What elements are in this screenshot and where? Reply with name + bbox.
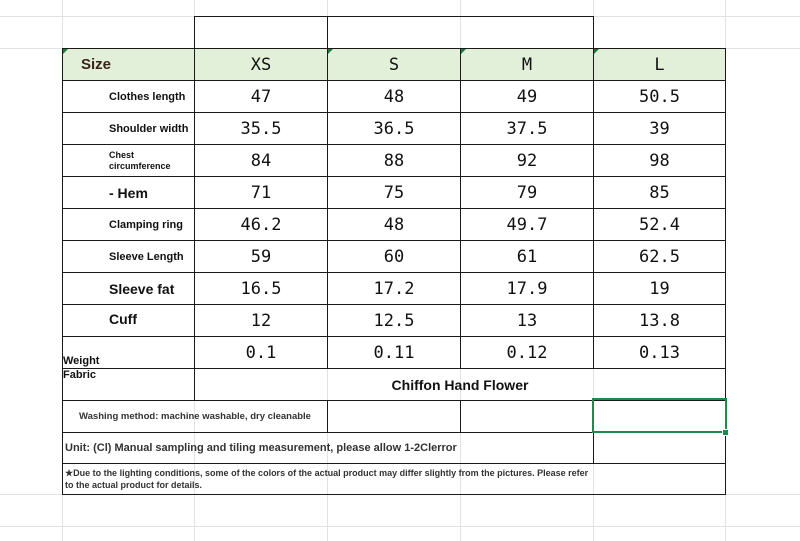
row-label-clamping-ring[interactable]: [62, 208, 195, 241]
row-label-cuff[interactable]: [62, 304, 195, 337]
unit-note-text: Unit: (Cl) Manual sampling and tiling measurement, please allow 1-2Clerror: [65, 442, 457, 454]
fill-handle[interactable]: [722, 429, 729, 436]
value: 0.1: [245, 342, 277, 363]
row-label: Shoulder width: [109, 122, 189, 135]
value: 48: [383, 214, 405, 235]
value-cell[interactable]: [327, 112, 461, 145]
value: 98: [649, 150, 670, 171]
fabric-label-cell[interactable]: [62, 368, 195, 401]
value-cell[interactable]: [194, 144, 328, 177]
value-cell[interactable]: [194, 112, 328, 145]
value: 61: [516, 246, 538, 267]
value: 71: [250, 182, 272, 203]
value-cell[interactable]: [194, 272, 328, 305]
value: 59: [250, 246, 272, 267]
value: 12.5: [373, 310, 415, 331]
fabric-value: Chiffon Hand Flower: [391, 376, 529, 393]
fabric-value-cell[interactable]: [194, 368, 726, 401]
value-cell[interactable]: [327, 304, 461, 337]
value-cell[interactable]: [194, 240, 328, 273]
size-header-cell[interactable]: [62, 48, 195, 81]
blank-cell[interactable]: [460, 400, 594, 433]
value: 13.8: [639, 310, 680, 331]
cell-comment-marker: [328, 49, 333, 54]
value: 49.7: [506, 214, 548, 235]
value: 17.2: [373, 278, 415, 299]
value: 16.5: [240, 278, 282, 299]
value-cell[interactable]: [194, 80, 328, 113]
size-m-label: M: [521, 54, 533, 75]
value: 17.9: [506, 278, 548, 299]
value-cell[interactable]: [593, 112, 726, 145]
value: 49: [516, 86, 538, 107]
value-cell[interactable]: [460, 112, 594, 145]
value: 60: [383, 246, 405, 267]
value-cell[interactable]: [460, 336, 594, 369]
value: 0.12: [506, 342, 548, 363]
size-m-header[interactable]: [460, 48, 594, 81]
value: 85: [649, 182, 670, 203]
value-cell[interactable]: [327, 240, 461, 273]
value: 79: [516, 182, 538, 203]
cell-comment-marker: [63, 49, 68, 54]
row-label-weight[interactable]: [62, 336, 195, 369]
value-cell[interactable]: [327, 144, 461, 177]
size-s-header[interactable]: [327, 48, 461, 81]
row-label-shoulder-width[interactable]: [62, 112, 195, 145]
value-cell[interactable]: [327, 272, 461, 305]
size-l-label: L: [654, 54, 665, 75]
row-label-sleeve-fat[interactable]: [62, 272, 195, 305]
value-cell[interactable]: [593, 304, 726, 337]
row-label: Weight: [63, 355, 100, 367]
row-label-hem[interactable]: [62, 176, 195, 209]
washing-cell[interactable]: [62, 400, 328, 433]
value-cell[interactable]: [460, 304, 594, 337]
row-label: Sleeve fat: [109, 280, 175, 297]
disclaimer-cell[interactable]: [62, 463, 726, 495]
value-cell[interactable]: [194, 304, 328, 337]
row-label: Clamping ring: [109, 218, 183, 231]
value-cell[interactable]: [194, 176, 328, 209]
value-cell[interactable]: [593, 208, 726, 241]
fabric-label: Fabric: [63, 369, 97, 381]
value: 47: [250, 86, 272, 107]
value: 48: [383, 86, 405, 107]
blank-cell[interactable]: [327, 400, 461, 433]
row-label-sleeve-length[interactable]: [62, 240, 195, 273]
value-cell[interactable]: [460, 144, 594, 177]
value-cell[interactable]: [327, 80, 461, 113]
value-cell[interactable]: [460, 80, 594, 113]
value: 62.5: [639, 246, 680, 267]
value: 92: [516, 150, 538, 171]
active-cell-selection[interactable]: [592, 398, 727, 433]
value: 88: [383, 150, 405, 171]
value-cell[interactable]: [194, 208, 328, 241]
value-cell[interactable]: [460, 240, 594, 273]
value-cell[interactable]: [327, 336, 461, 369]
value: 39: [649, 118, 670, 139]
cell-comment-marker: [594, 49, 599, 54]
value-cell[interactable]: [593, 336, 726, 369]
value: 35.5: [240, 118, 282, 139]
cell-comment-marker: [461, 49, 466, 54]
value-cell[interactable]: [327, 208, 461, 241]
row-label-clothes-length[interactable]: [62, 80, 195, 113]
value: 84: [250, 150, 272, 171]
top-blank-cell[interactable]: [194, 16, 328, 49]
size-l-header[interactable]: [593, 48, 726, 81]
size-header-label: Size: [81, 56, 112, 73]
size-s-label: S: [388, 54, 400, 75]
value: 19: [649, 278, 670, 299]
row-label: Sleeve Length: [109, 250, 184, 263]
value: 52.4: [639, 214, 680, 235]
value-cell[interactable]: [460, 176, 594, 209]
value: 46.2: [240, 214, 282, 235]
value-cell[interactable]: [593, 144, 726, 177]
row-label: Chest circumference: [109, 149, 171, 171]
value-cell[interactable]: [593, 176, 726, 209]
blank-cell[interactable]: [593, 432, 726, 464]
row-label: Clothes length: [109, 90, 186, 103]
value-cell[interactable]: [194, 336, 328, 369]
size-xs-label: XS: [250, 54, 272, 75]
value: 0.13: [639, 342, 680, 363]
size-xs-header[interactable]: [194, 48, 328, 81]
value-cell[interactable]: [593, 80, 726, 113]
value-cell[interactable]: [460, 272, 594, 305]
row-label-chest-circumference[interactable]: [62, 144, 195, 177]
disclaimer-text-line1: ★Due to the lighting conditions, some of the colors of the actual product may differ slightly from the pictures. Please refer: [65, 468, 589, 478]
row-label: Cuff: [109, 311, 137, 327]
value-cell[interactable]: [593, 272, 726, 305]
top-blank-cell[interactable]: [327, 16, 594, 49]
disclaimer-text-line2: to the actual product for details.: [65, 480, 203, 490]
value: 50.5: [639, 86, 680, 107]
value: 0.11: [373, 342, 415, 363]
row-label: - Hem: [109, 184, 148, 201]
unit-note-cell[interactable]: [62, 432, 594, 464]
value: 75: [383, 182, 405, 203]
value: 13: [516, 310, 538, 331]
value: 37.5: [506, 118, 548, 139]
value: 12: [250, 310, 272, 331]
value-cell[interactable]: [460, 208, 594, 241]
value: 36.5: [373, 118, 415, 139]
value-cell[interactable]: [327, 176, 461, 209]
value-cell[interactable]: [593, 240, 726, 273]
washing-text: Washing method: machine washable, dry cleanable: [79, 411, 311, 422]
